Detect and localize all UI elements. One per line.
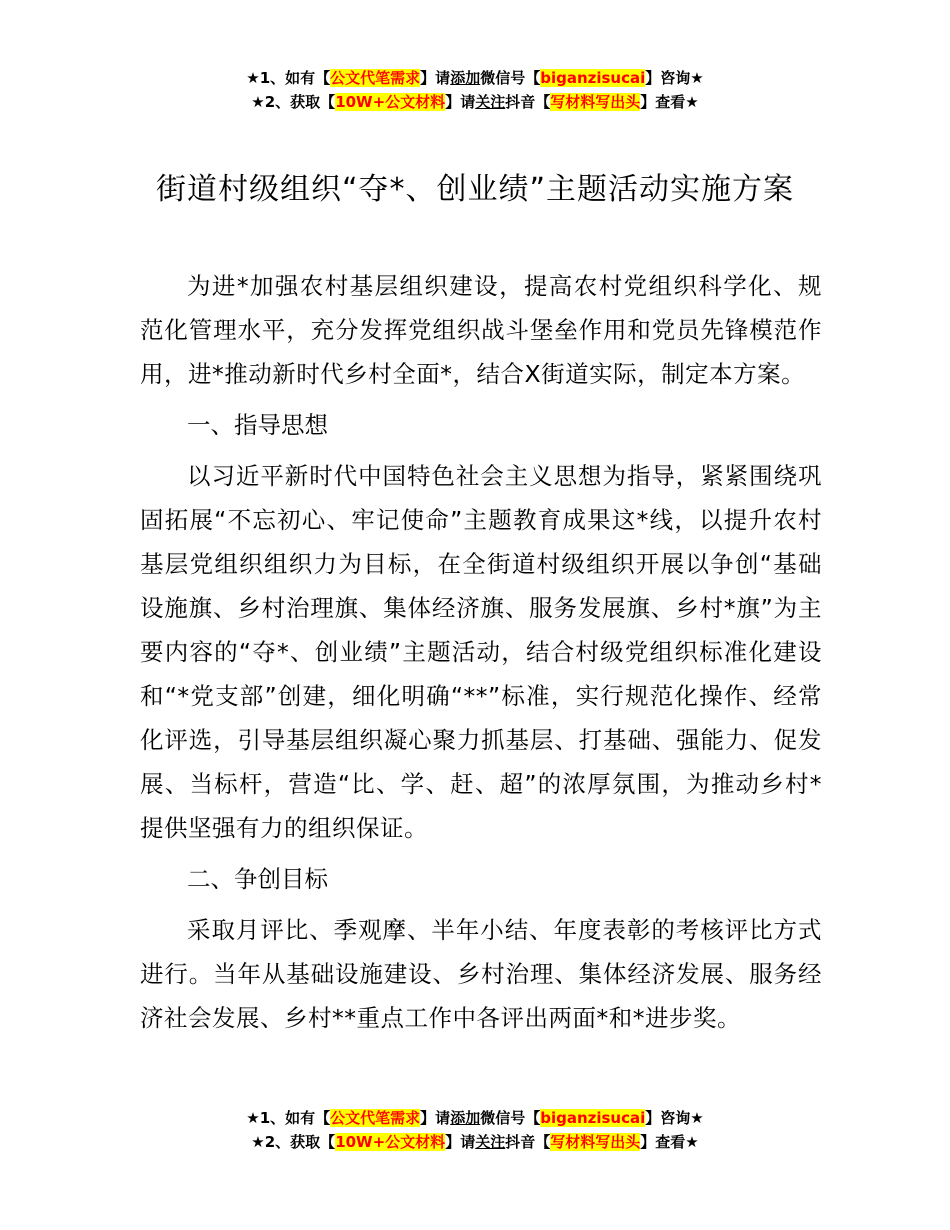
banner-text: 】请 [420, 1109, 451, 1127]
document-title: 街道村级组织“夺*、创业绩”主题活动实施方案 [155, 172, 795, 207]
underlined-text: 关注 [475, 1133, 506, 1151]
banner-text: 抖音【 [505, 93, 551, 111]
banner-text: 】请 [420, 69, 451, 87]
highlight-text: 公文代笔需求 [330, 69, 421, 87]
banner-text: 】查看★ [640, 1133, 699, 1151]
banner-text: ★1、如有【 [246, 69, 331, 87]
banner-text: 】查看★ [640, 93, 699, 111]
banner-text: 微信号【 [480, 1109, 541, 1127]
underlined-text: 添加 [450, 1109, 481, 1127]
banner-text: 】咨询★ [645, 69, 704, 87]
banner-text: 】请 [445, 1133, 476, 1151]
section-paragraph: 以习近平新时代中国特色社会主义思想为指导，紧紧围绕巩固拓展“不忘初心、牢记使命”主题教育成果这*线，以提升农村基层党组织组织力为目标，在全街道村级组织开展以争创“基础设施旗、乡村治理旗、集体经济旗、服务发展旗、乡村*旗”为主要内容的“夺*、创业绩”主题活动，结合村级党组织标准化建设和“*党支部”创建，细化明确“**”标准，实行规范化操作、经常化评选，引导基层组织凝心聚力抓基层、打基础、强能力、促发展、当标杆，营造“比、学、赶、超”的浓厚氛围，为推动乡村*提供坚强有力的组织保证。 [140, 462, 822, 842]
section-paragraph: 采取月评比、季观摩、半年小结、年度表彰的考核评比方式进行。当年从基础设施建设、乡村治理、集体经济发展、服务经济社会发展、乡村**重点工作中各评出两面*和*进步奖。 [140, 916, 822, 1032]
wechat-id: biganzisucai [540, 69, 646, 87]
banner-text: ★1、如有【 [246, 1109, 331, 1127]
underlined-text: 关注 [475, 93, 506, 111]
banner-text: ★2、获取【 [251, 1133, 336, 1151]
banner-text: 】请 [445, 93, 476, 111]
highlight-text: 10W+公文材料 [335, 93, 446, 111]
banner-text: 】咨询★ [645, 1109, 704, 1127]
banner-line-2 [0, 1130, 950, 1154]
highlight-text: 公文代笔需求 [330, 1109, 421, 1127]
document-body [140, 264, 822, 1047]
header-banner [0, 66, 950, 114]
section-heading: 二、争创目标 [187, 865, 328, 893]
wechat-id: biganzisucai [540, 1109, 646, 1127]
banner-line-2 [0, 90, 950, 114]
banner-text: 微信号【 [480, 69, 541, 87]
underlined-text: 添加 [450, 69, 481, 87]
douyin-name: 写材料写出头 [550, 1133, 641, 1151]
douyin-name: 写材料写出头 [550, 93, 641, 111]
banner-text: ★2、获取【 [251, 93, 336, 111]
intro-paragraph: 为进*加强农村基层组织建设，提高农村党组织科学化、规范化管理水平，充分发挥党组织战斗堡垒作用和党员先锋模范作用，进*推动新时代乡村全面*，结合X街道实际，制定本方案。 [140, 272, 822, 388]
banner-line-1 [0, 1106, 950, 1130]
banner-text: 抖音【 [505, 1133, 551, 1151]
banner-line-1 [0, 66, 950, 90]
footer-banner [0, 1106, 950, 1154]
section-heading: 一、指导思想 [187, 411, 328, 439]
highlight-text: 10W+公文材料 [335, 1133, 446, 1151]
